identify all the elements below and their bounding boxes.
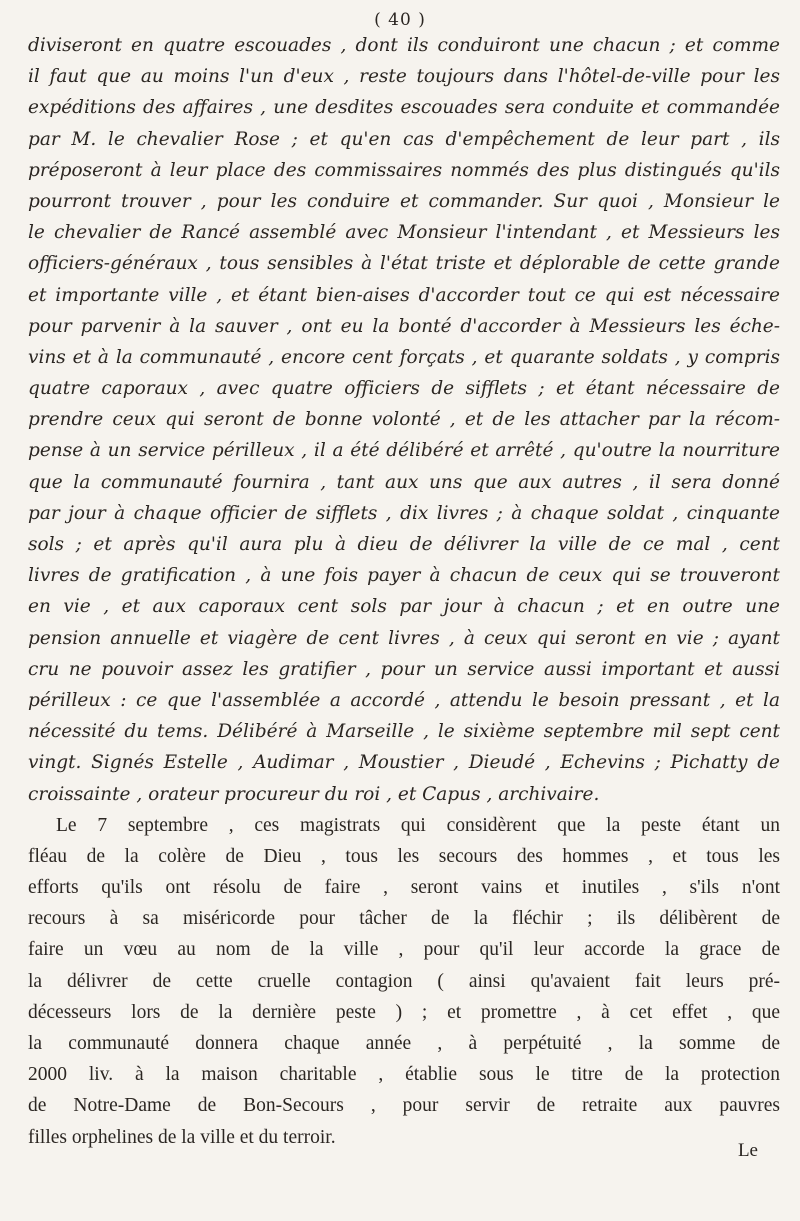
text-line: fléau de la colère de Dieu , tous les secours des hommes , et tous les [28, 845, 780, 867]
text-line: par M. le chevalier Rose ; et qu'en cas d'empêchement de leur part , ils [28, 128, 780, 150]
text-line: la communauté donnera chaque année , à perpétuité , la somme de [28, 1033, 780, 1054]
text-line: sols ; et après qu'il aura plu à dieu de délivrer la ville de ce mal , cent [28, 534, 780, 555]
text-line: officiers-généraux , tous sensibles à l'état triste et déplorable de cette grande [28, 253, 780, 275]
text-line: filles orphelines de la ville et du terroir. [28, 1126, 336, 1148]
body-text [28, 30, 780, 1153]
text-line: diviseront en quatre escouades , dont ils conduiront une chacun ; et comme [28, 35, 780, 56]
text-line: par jour à chaque officier de sifflets , dix livres ; à chaque soldat , cinquante [28, 502, 780, 524]
text-line: la délivrer de cette cruelle contagion ( ainsi qu'avaient fait leurs pré- [28, 970, 780, 992]
text-line: croissainte , orateur procureur du roi , et Capus , archivaire. [28, 783, 600, 805]
text-line: décesseurs lors de la dernière peste ) ; et promettre , à cet effet , que [28, 1001, 780, 1023]
page-number: ( 40 ) [374, 10, 426, 30]
text-line: que la communauté fournira , tant aux uns que aux autres , il sera donné [28, 471, 780, 493]
text-line: livres de gratification , à une fois payer à chacun de ceux qui se trouveront [28, 565, 780, 587]
catchword: Le [737, 1140, 758, 1161]
text-line: 2000 liv. à la maison charitable , établie sous le titre de la protection [28, 1064, 780, 1086]
text-line: pourront trouver , pour les conduire et commander. Sur quoi , Monsieur le [28, 190, 780, 212]
text-line: cru ne pouvoir assez les gratifier , pour un service aussi important et aussi [28, 658, 780, 680]
text-line: préposeront à leur place des commissaires nommés des plus distingués qu'ils [28, 159, 780, 181]
text-line: faire un vœu au nom de la ville , pour qu'il leur accorde la grace de [28, 939, 780, 961]
text-line: le chevalier de Rancé assemblé avec Monsieur l'intendant , et Messieurs les [28, 222, 780, 244]
text-line: en vie , et aux caporaux cent sols par jour à chacun ; et en outre une [28, 596, 780, 618]
text-line: expéditions des affaires , une desdites escouades sera conduite et commandée [28, 97, 780, 119]
text-line: quatre caporaux , avec quatre officiers de sifflets ; et étant nécessaire de [28, 378, 780, 400]
text-line: pense à un service périlleux , il a été délibéré et arrêté , qu'outre la nourriture [28, 440, 780, 462]
text-line: prendre ceux qui seront de bonne volonté , et de les attacher par la récom- [28, 409, 780, 431]
text-line: de Notre-Dame de Bon-Secours , pour servir de retraite aux pauvres [28, 1095, 780, 1117]
text-line: vingt. Signés Estelle , Audimar , Moustier , Dieudé , Echevins ; Pichatty de [28, 752, 780, 774]
text-line: pension annuelle et viagère de cent livres , à ceux qui seront en vie ; ayant [28, 627, 780, 649]
text-line: et importante ville , et étant bien-aises d'accorder tout ce qui est nécessaire [28, 284, 780, 306]
text-line: vins et à la communauté , encore cent forçats , et quarante soldats , y compris [28, 346, 780, 368]
text-line: périlleux : ce que l'assemblée a accordé , attendu le besoin pressant , et la [28, 689, 780, 711]
text-line: Le 7 septembre , ces magistrats qui considèrent que la peste étant un [56, 814, 780, 836]
text-line: il faut que au moins l'un d'eux , reste toujours dans l'hôtel-de-ville pour les [28, 66, 780, 88]
text-line: pour parvenir à la sauver , ont eu la bonté d'accorder à Messieurs les éche- [28, 315, 780, 337]
text-line: efforts qu'ils ont résolu de faire , seront vains et inutiles , s'ils n'ont [28, 877, 780, 899]
text-line: nécessité du tems. Délibéré à Marseille , le sixième septembre mil sept cent [28, 721, 780, 743]
text-line: recours à sa miséricorde pour tâcher de la fléchir ; ils délibèrent de [28, 908, 780, 930]
